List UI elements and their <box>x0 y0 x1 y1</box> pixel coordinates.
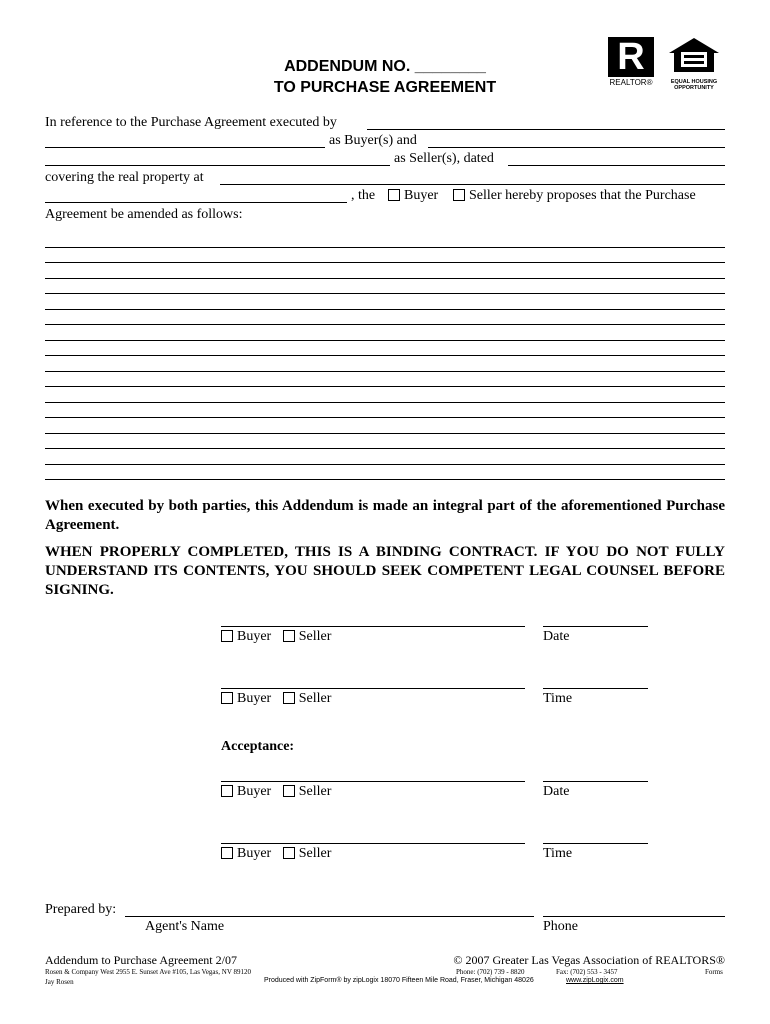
time-line-4[interactable] <box>543 843 648 844</box>
seller-names-field[interactable] <box>45 165 390 166</box>
buyers-text: as Buyer(s) and <box>329 133 417 148</box>
time-line-2[interactable] <box>543 688 648 689</box>
equal-housing-house-icon <box>666 36 722 74</box>
the-text: , the <box>351 188 376 203</box>
amendment-line[interactable] <box>45 324 725 325</box>
amendment-line[interactable] <box>45 371 725 372</box>
forms-label: Forms <box>705 968 723 976</box>
company-fax: Fax: (702) 553 - 3457 <box>556 968 618 976</box>
date-line-3[interactable] <box>543 781 648 782</box>
property-text: covering the real property at <box>45 170 204 185</box>
agent-footer-name: Jay Rosen <box>45 978 74 986</box>
amendment-line[interactable] <box>45 433 725 434</box>
realtor-caption: REALTOR® <box>609 78 653 87</box>
signer-2-seller-label: Seller <box>298 691 332 706</box>
signer-3-seller-label: Seller <box>298 784 332 799</box>
amendment-line[interactable] <box>45 309 725 310</box>
signer-2-buyer-label: Buyer <box>237 691 272 706</box>
copyright: © 2007 Greater Las Vegas Association of REALTORS® <box>453 953 725 967</box>
amendment-line[interactable] <box>45 247 725 248</box>
signer-1-seller-checkbox[interactable] <box>283 630 295 642</box>
reference-text: In reference to the Purchase Agreement executed by <box>45 115 337 130</box>
signer-4-role <box>221 846 331 862</box>
signer-3-buyer-checkbox[interactable] <box>221 785 233 797</box>
property-address-field[interactable] <box>220 184 725 185</box>
amendment-line[interactable] <box>45 448 725 449</box>
proposer-buyer-checkbox[interactable] <box>388 189 400 201</box>
eho-caption-1: EQUAL HOUSING <box>670 79 718 85</box>
binding-statement: WHEN PROPERLY COMPLETED, THIS IS A BINDING CONTRACT. IF YOU DO NOT FULLY UNDERSTAND ITS CONTENTS, YOU SHOULD SEEK COMPETENT LEGAL COUNSEL BEFORE SIGNING. <box>45 544 725 598</box>
amendment-line[interactable] <box>45 262 725 263</box>
signer-4-buyer-label: Buyer <box>237 846 272 861</box>
equal-housing-caption <box>666 79 722 91</box>
agent-name-label: Agent's Name <box>145 919 225 934</box>
buyer-names-field-2[interactable] <box>428 147 725 148</box>
signer-1-buyer-checkbox[interactable] <box>221 630 233 642</box>
signature-line-3[interactable] <box>221 781 525 782</box>
seller-proposes-text: Seller hereby proposes that the Purchase <box>469 188 696 203</box>
form-title <box>230 58 540 97</box>
amendment-line[interactable] <box>45 402 725 403</box>
amendment-line[interactable] <box>45 386 725 387</box>
buyer-names-field[interactable] <box>45 147 325 148</box>
signer-1-seller-label: Seller <box>298 629 332 644</box>
agent-name-field[interactable] <box>125 916 534 917</box>
agent-phone-field[interactable] <box>543 916 725 917</box>
signer-3-buyer-label: Buyer <box>237 784 272 799</box>
proposer-buyer-option <box>388 188 438 204</box>
signer-4-seller-checkbox[interactable] <box>283 847 295 859</box>
produced-by: Produced with ZipForm® by zipLogix 18070 Fifteen Mile Road, Fraser, Michigan 48026 <box>264 977 534 984</box>
proposer-seller-checkbox[interactable] <box>453 189 465 201</box>
phone-label: Phone <box>543 919 578 934</box>
company-phone: Phone: (702) 739 - 8820 <box>456 968 525 976</box>
title-line-2: TO PURCHASE AGREEMENT <box>273 79 497 96</box>
signer-2-seller-checkbox[interactable] <box>283 692 295 704</box>
signer-2-buyer-checkbox[interactable] <box>221 692 233 704</box>
time-label-2: Time <box>543 691 573 706</box>
signer-4-buyer-checkbox[interactable] <box>221 847 233 859</box>
proposer-seller-option <box>453 188 725 204</box>
amendment-line[interactable] <box>45 479 725 480</box>
integral-statement: When executed by both parties, this Addendum is made an integral part of the aforementioned Purchase Agreement. <box>45 498 725 533</box>
amendment-line[interactable] <box>45 293 725 294</box>
amendment-line[interactable] <box>45 278 725 279</box>
date-label-3: Date <box>543 784 570 799</box>
property-address-field-2[interactable] <box>45 202 347 203</box>
amendment-line[interactable] <box>45 355 725 356</box>
amended-text: Agreement be amended as follows: <box>45 207 243 222</box>
signer-2-role <box>221 691 331 707</box>
title-line-1: ADDENDUM NO. ________ <box>284 58 486 75</box>
amendment-line[interactable] <box>45 340 725 341</box>
date-label-1: Date <box>543 629 570 644</box>
realtor-logo <box>608 37 654 89</box>
eho-caption-2: OPPORTUNITY <box>674 85 714 91</box>
form-name: Addendum to Purchase Agreement 2/07 <box>45 953 237 967</box>
ziplogix-link[interactable]: www.zipLogix.com <box>566 977 624 984</box>
prepared-by-label: Prepared by: <box>45 902 117 917</box>
signer-3-seller-checkbox[interactable] <box>283 785 295 797</box>
signature-line-1[interactable] <box>221 626 525 627</box>
signature-line-2[interactable] <box>221 688 525 689</box>
equal-housing-logo <box>666 36 722 90</box>
company-info: Rosen & Company West 2955 E. Sunset Ave #105, Las Vegas, NV 89120 <box>45 968 251 976</box>
signature-line-4[interactable] <box>221 843 525 844</box>
amendment-line[interactable] <box>45 464 725 465</box>
signer-3-role <box>221 784 331 800</box>
amendment-line[interactable] <box>45 417 725 418</box>
dated-field[interactable] <box>508 165 725 166</box>
date-line-1[interactable] <box>543 626 648 627</box>
signer-4-seller-label: Seller <box>298 846 332 861</box>
signer-1-buyer-label: Buyer <box>237 629 272 644</box>
sellers-text: as Seller(s), dated <box>394 151 494 166</box>
signer-1-role <box>221 629 331 645</box>
time-label-4: Time <box>543 846 573 861</box>
proposer-buyer-label: Buyer <box>404 188 439 203</box>
realtor-r-icon: R <box>608 37 654 77</box>
executed-by-field[interactable] <box>367 129 725 130</box>
acceptance-label: Acceptance: <box>221 739 295 754</box>
